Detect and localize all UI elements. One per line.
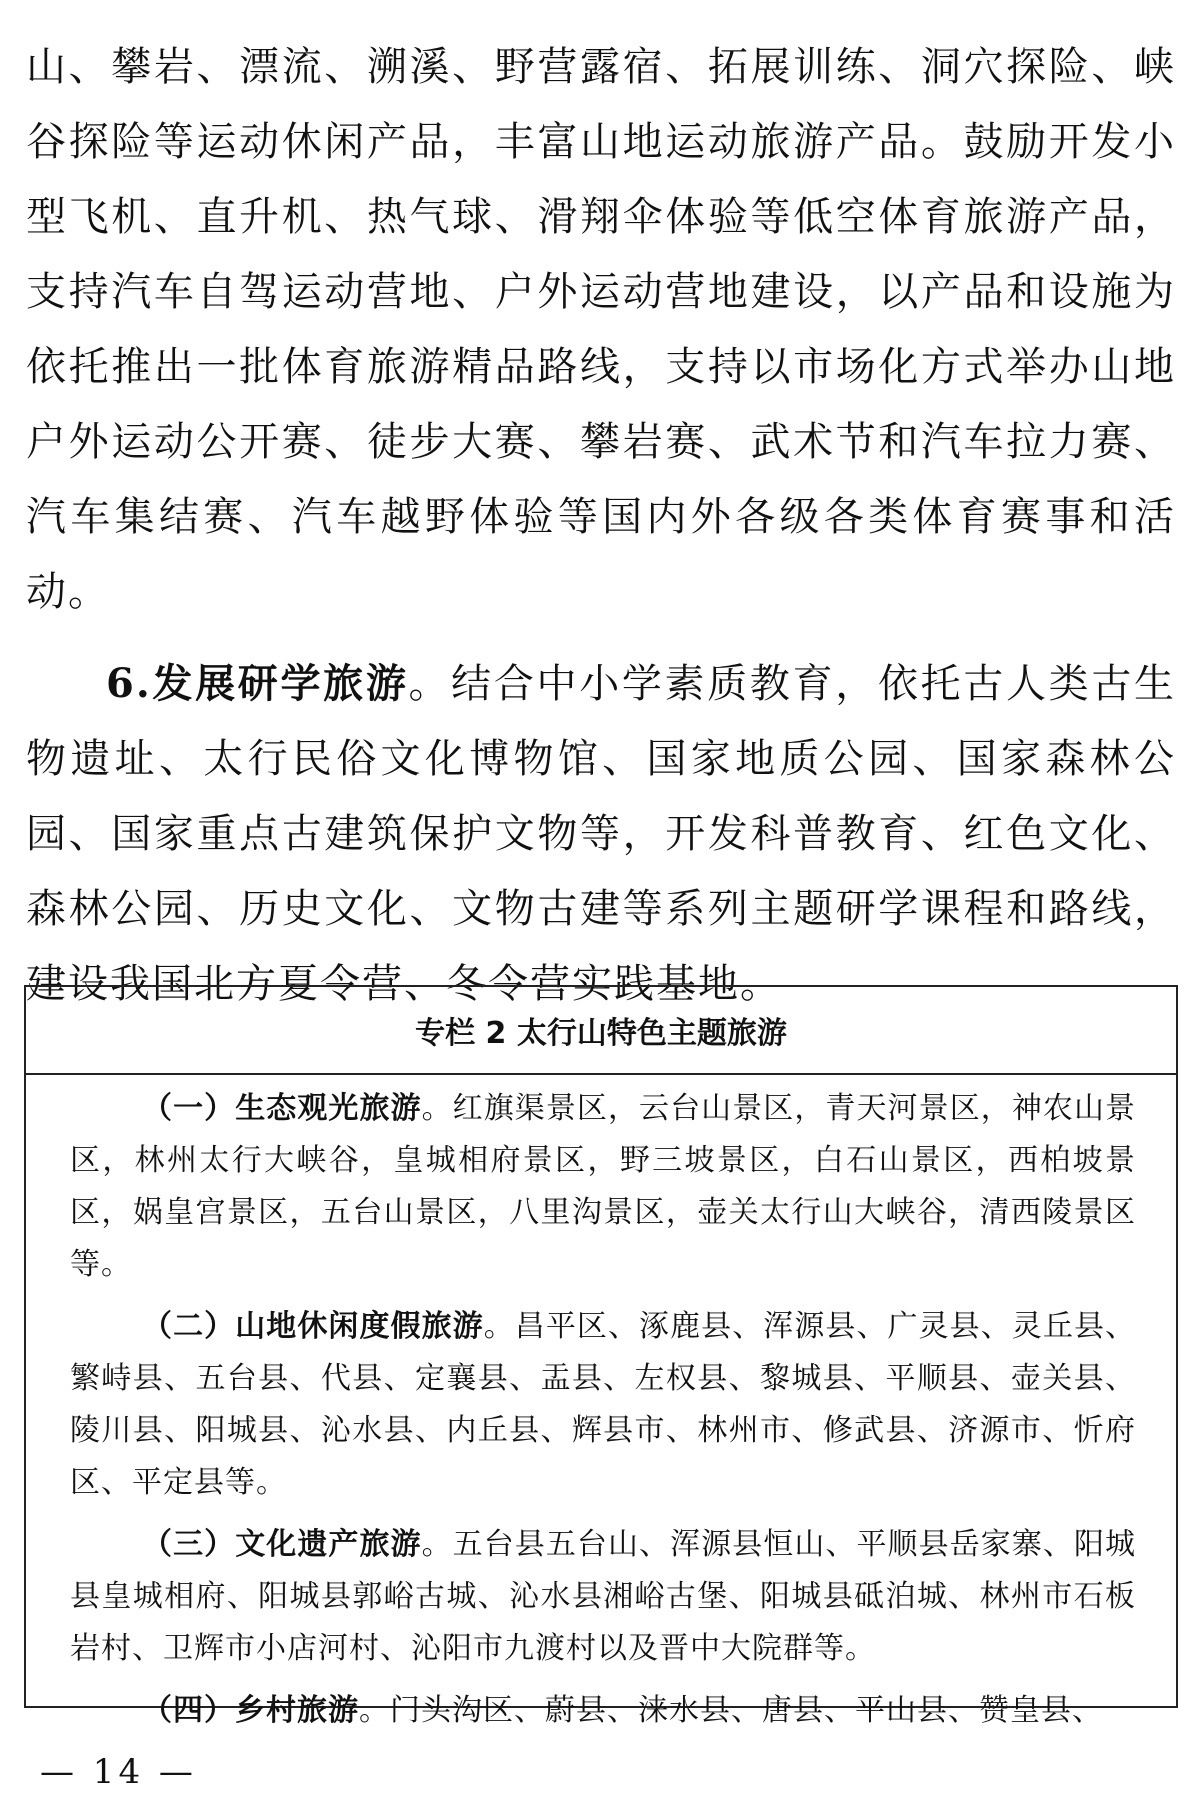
paragraph-text: 。结合中小学素质教育，依托古人类古生物遗址、太行民俗文化博物馆、国家地质公园、国家森林公园、国家重点古建筑保护文物等，开发科普教育、红色文化、森林公园、历史文化、文物古建等系列主题研学课程和路线，建设我国北方夏令营、冬令营实践基地。 [26,661,1176,1007]
column-body [26,1075,1176,1737]
body-text [26,30,1176,1022]
column-item-text: 。五台县五台山、浑源县恒山、平顺县岳家寨、阳城县皇城相府、阳城县郭峪古城、沁水县湘峪古堡、阳城县砥泊城、林州市石板岩村、卫辉市小店河村、沁阳市九渡村以及晋中大院群等。 [70,1527,1137,1666]
feature-column-box [24,985,1178,1728]
column-item-heading: （三）文化遗产旅游 [142,1527,422,1562]
column-item-heading: （四）乡村旅游 [142,1693,359,1728]
column-item-heading: （二）山地休闲度假旅游 [142,1309,484,1344]
column-item [70,1083,1136,1291]
column-title: 专栏 2 太行山特色主题旅游 [26,987,1176,1075]
column-item-text: 。昌平区、涿鹿县、浑源县、广灵县、灵丘县、繁峙县、五台县、代县、定襄县、盂县、左权县、黎城县、平顺县、壶关县、陵川县、阳城县、沁水县、内丘县、辉县市、林州市、修武县、济源市、忻府区、平定县等。 [70,1309,1137,1500]
column-item-text: 。红旗渠景区，云台山景区，青天河景区，神农山景区，林州太行大峡谷，皇城相府景区，野三坡景区，白石山景区，西柏坡景区，娲皇宫景区，五台山景区，八里沟景区，壶关太行山大峡谷，清西陵景区等。 [70,1091,1137,1282]
column-item [70,1301,1136,1509]
paragraph-heading: 6.发展研学旅游 [106,660,409,707]
paragraph-study-tourism [26,646,1176,1022]
column-item [70,1519,1136,1675]
paragraph-sports-tourism: 山、攀岩、漂流、溯溪、野营露宿、拓展训练、洞穴探险、峡谷探险等运动休闲产品，丰富山地运动旅游产品。鼓励开发小型飞机、直升机、热气球、滑翔伞体验等低空体育旅游产品，支持汽车自驾运动营地、户外运动营地建设，以产品和设施为依托推出一批体育旅游精品路线，支持以市场化方式举办山地户外运动公开赛、徒步大赛、攀岩赛、武术节和汽车拉力赛、汽车集结赛、汽车越野体验等国内外各级各类体育赛事和活动。 [26,44,1176,615]
column-item-text: 。门头沟区、蔚县、涞水县、唐县、平山县、赞皇县、 [359,1693,1103,1728]
column-item [70,1685,1136,1737]
column-item-heading: （一）生态观光旅游 [142,1091,422,1126]
page-number: — 14 — [40,1752,197,1792]
